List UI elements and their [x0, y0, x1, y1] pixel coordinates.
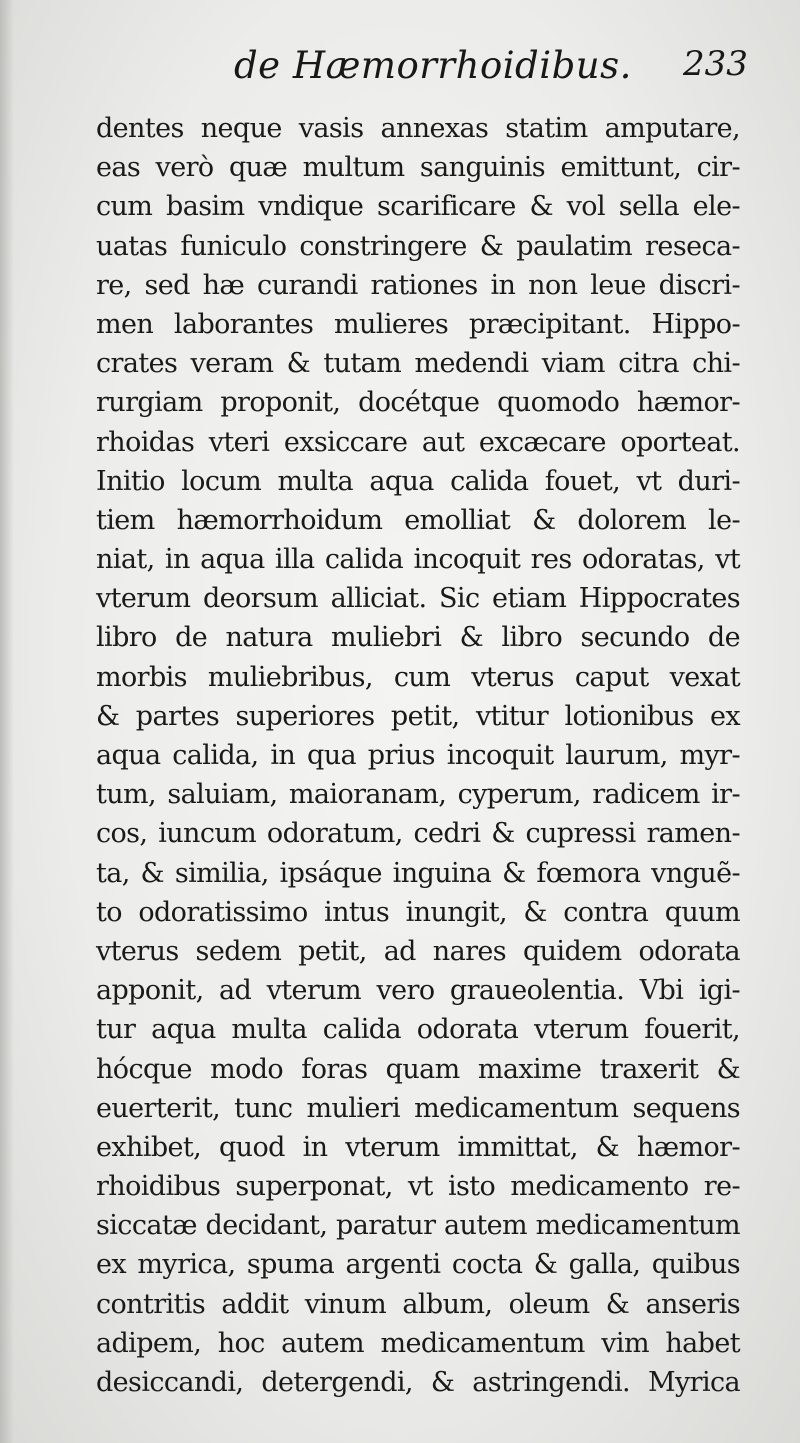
text-line: siccatæ decidant, paratur autem medicamentum — [96, 1210, 740, 1242]
text-line: cos, iuncum odoratum, cedri & cupressi ramen- — [96, 818, 740, 850]
text-line: vterum deorsum alliciat. Sic etiam Hippocrates — [96, 583, 740, 615]
text-line: euerterit, tunc mulieri medicamentum sequens — [96, 1092, 740, 1124]
text-line: uatas funiculo constringere & paulatim reseca- — [96, 230, 740, 262]
text-line: to odoratissimo intus inungit, & contra quum — [96, 896, 740, 928]
text-line: adipem, hoc autem medicamentum vim habet — [96, 1327, 740, 1359]
page-number: 233 — [683, 44, 748, 84]
text-line: hócque modo foras quam maxime traxerit & — [96, 1053, 740, 1085]
running-title: de Hæmorrhoidibus. — [234, 44, 632, 87]
text-line: rhoidibus superponat, vt isto medicamento re- — [96, 1171, 740, 1203]
text-line: dentes neque vasis annexas statim amputare, — [96, 113, 740, 144]
text-line: & partes superiores petit, vtitur lotionibus ex — [96, 700, 740, 732]
text-line: men laborantes mulieres præcipitant. Hippo- — [96, 308, 740, 340]
text-line: rurgiam proponit, docétque quomodo hæmor- — [96, 387, 740, 419]
text-line: crates veram & tutam medendi viam citra chi- — [96, 348, 740, 380]
text-line: apponit, ad vterum vero graueolentia. Vbi igi- — [96, 975, 740, 1007]
text-line: libro de natura muliebri & libro secundo de — [96, 622, 740, 654]
text-line: cum basim vndique scarificare & vol sella ele- — [96, 191, 740, 223]
text-line: rhoidas vteri exsiccare aut excæcare oporteat. — [96, 426, 740, 458]
text-line: tur aqua multa calida odorata vterum fouerit, — [96, 1014, 740, 1046]
text-line: exhibet, quod in vterum immittat, & hæmor- — [96, 1131, 740, 1163]
text-line: Initio locum multa aqua calida fouet, vt duri- — [96, 465, 740, 497]
text-line: eas verò quæ multum sanguinis emittunt, cir- — [96, 152, 740, 184]
text-line: ex myrica, spuma argenti cocta & galla, quibus — [96, 1249, 740, 1281]
text-line: ta, & similia, ipsáque inguina & fœmora vnguẽ- — [96, 857, 740, 889]
text-line: aqua calida, in qua prius incoquit laurum, myr- — [96, 740, 740, 771]
body-text — [96, 109, 740, 1402]
text-line: desiccandi, detergendi, & astringendi. Myrica — [96, 1367, 740, 1398]
text-line: morbis muliebribus, cum vterus caput vexat — [96, 661, 740, 693]
page-edge-shadow — [0, 0, 14, 1443]
page-header — [0, 44, 800, 104]
text-line: niat, in aqua illa calida incoquit res odoratas, vt — [96, 544, 740, 576]
text-line: tum, saluiam, maioranam, cyperum, radicem ir- — [96, 779, 740, 811]
text-line: tiem hæmorrhoidum emolliat & dolorem le- — [96, 504, 740, 536]
text-line: re, sed hæ curandi rationes in non leue discri- — [96, 269, 740, 301]
text-line: vterus sedem petit, ad nares quidem odorata — [96, 935, 740, 967]
text-line: contritis addit vinum album, oleum & anseris — [96, 1288, 740, 1320]
